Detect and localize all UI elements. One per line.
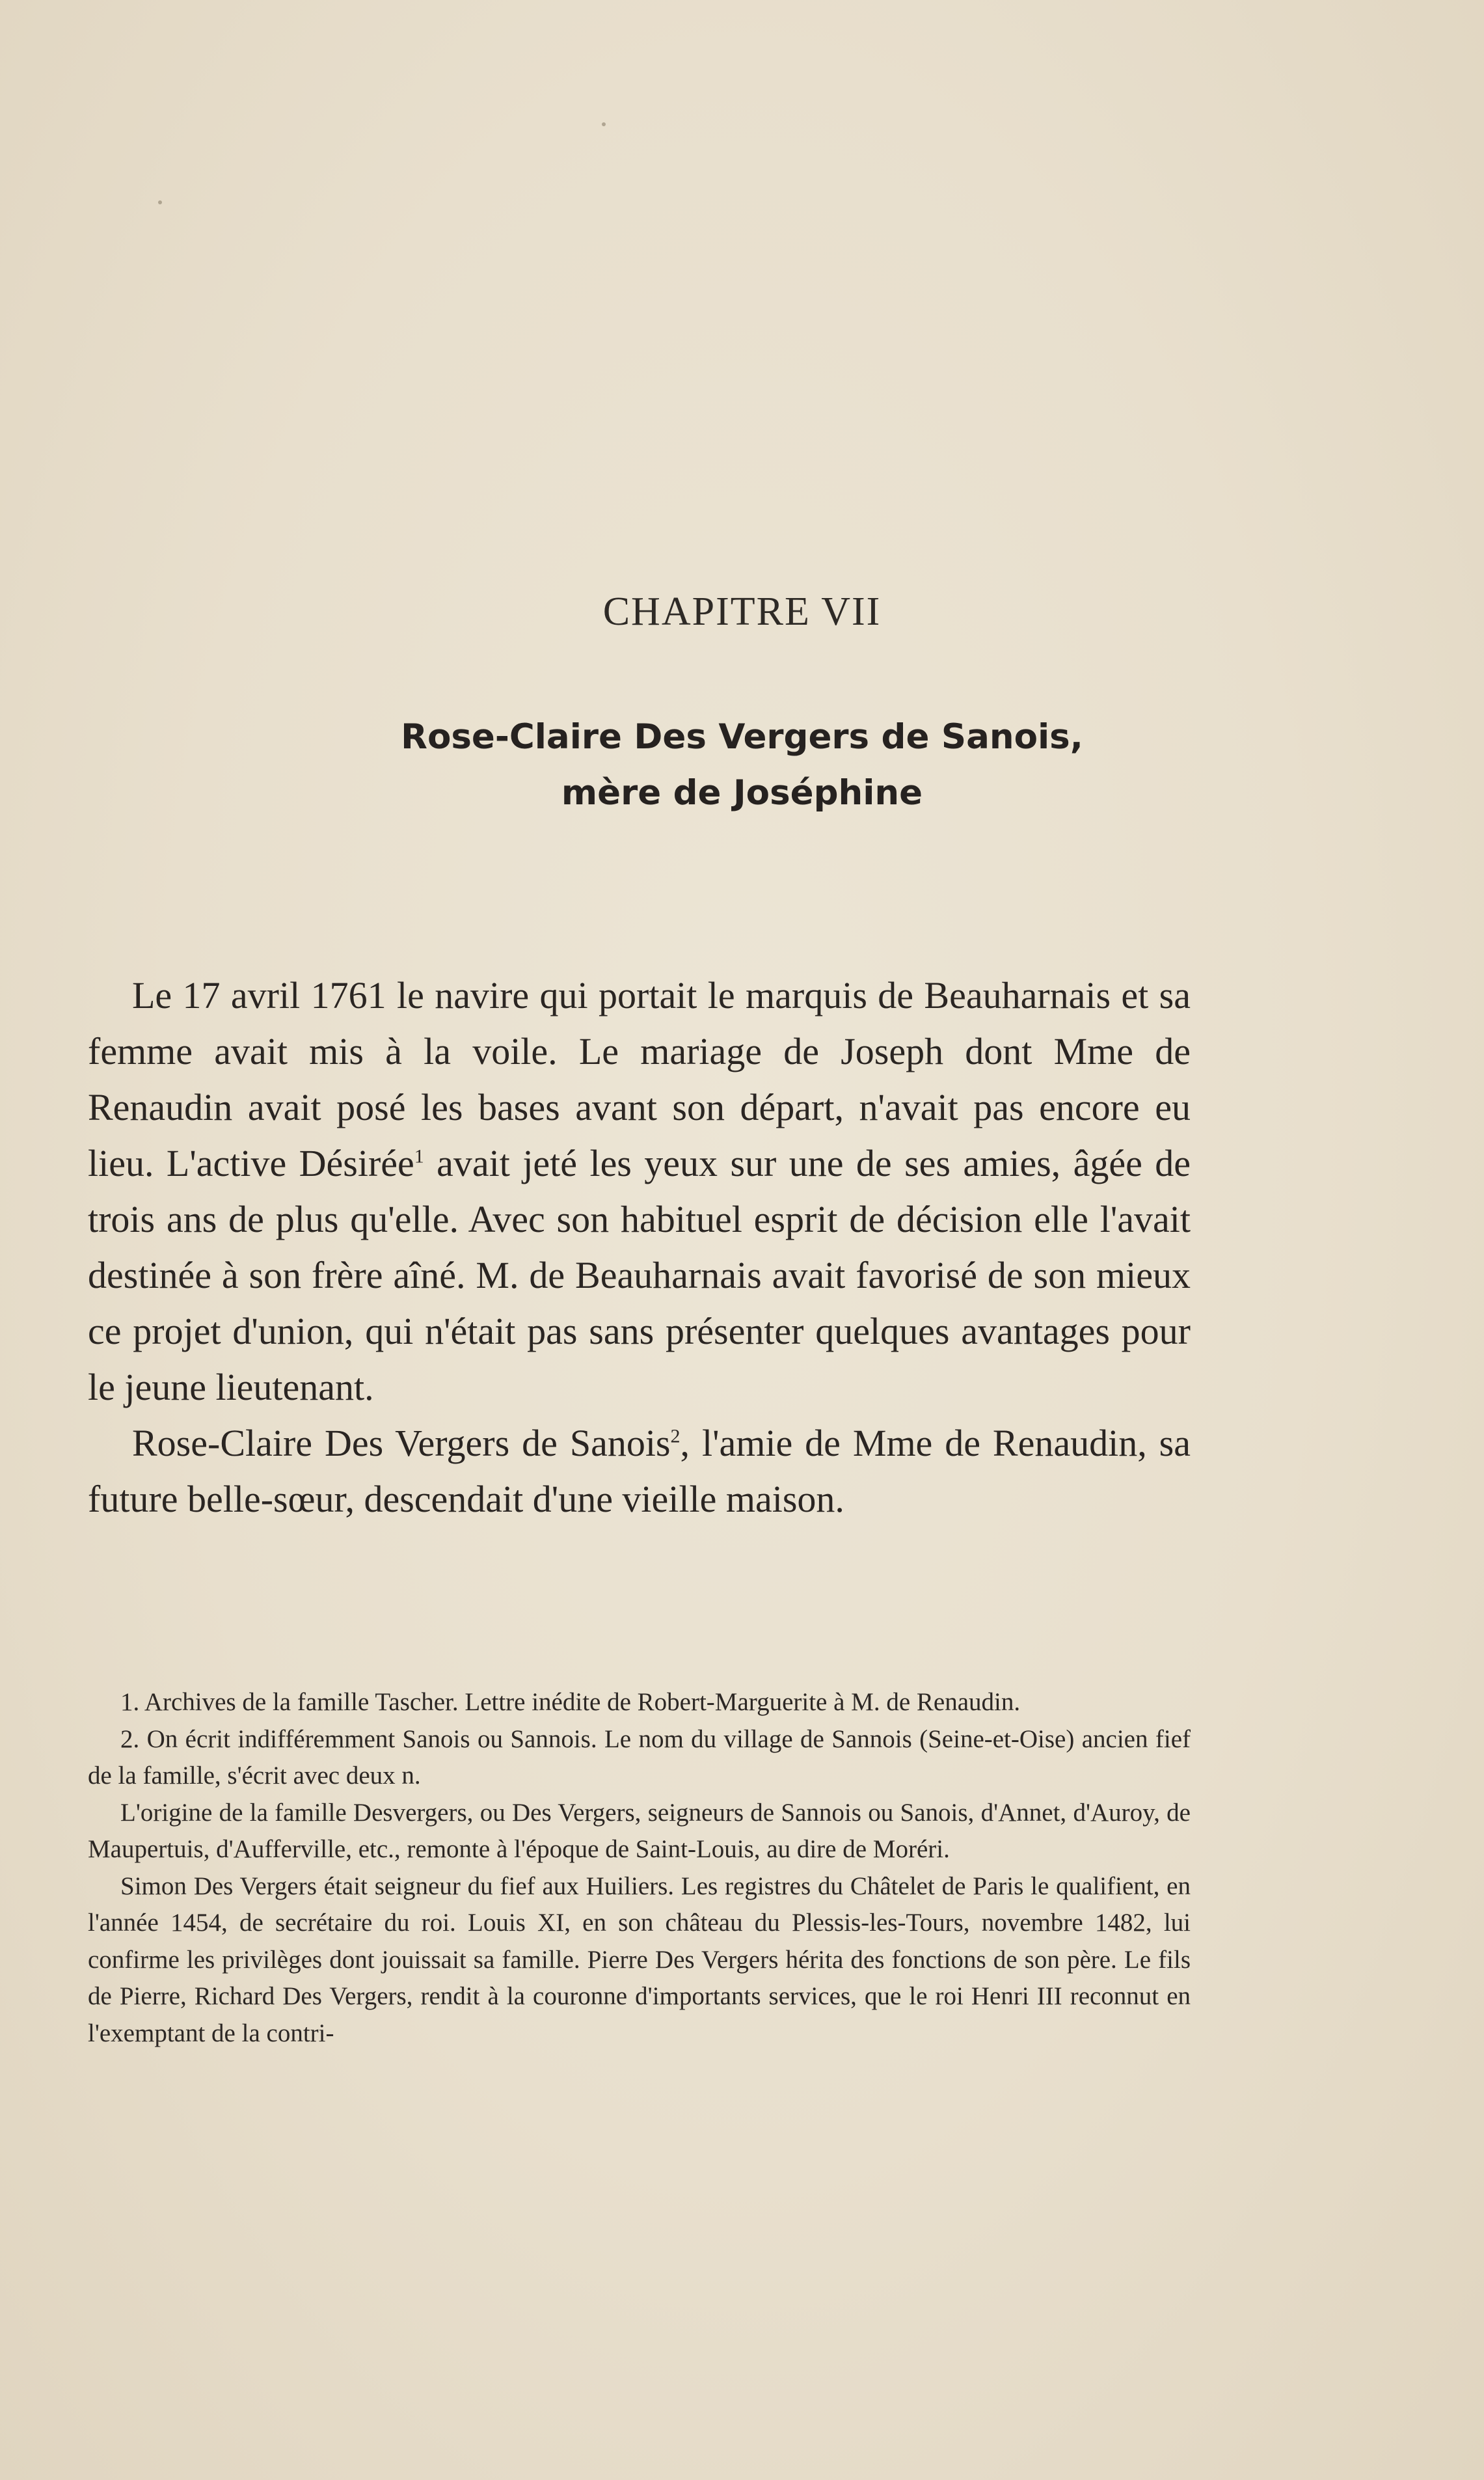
paragraph-2 [88,1415,1191,1527]
footnotes [88,1684,1191,2052]
footnote-2-continued-simon: Simon Des Vergers était seigneur du fief aux Huiliers. Les registres du Châtelet de Paris le qualifient, en l'année 1454, de secrétaire du roi. Louis XI, en son château du Plessis-les-Tours, novembre 1482, lui confirme les privilèges dont jouissait sa famille. Pierre Des Vergers hérita des fonctions de son père. Le fils de Pierre, Richard Des Vergers, rendit à la couronne d'importants services, que le roi Henri III reconnut en l'exemptant de la contri- [88,1872,1191,2047]
footnote-ref-2: 2 [670,1425,681,1447]
paragraph-2-text-b: , l'amie de Mme de Renaudin, sa future belle-sœur, descendait d'une vieille maison. [88,1422,1191,1520]
footnote-2: 2. On écrit indifféremment Sanois ou Sannois. Le nom du village de Sannois (Seine-et-Oise) ancien fief de la famille, s'écrit avec deux n. [88,1724,1191,1790]
chapter-heading: CHAPITRE VII [602,590,882,634]
footnote-ref-1: 1 [414,1145,424,1167]
paper-speck [158,200,162,204]
chapter-title [0,709,1484,821]
footnote-2-continued-origin: L'origine de la famille Desvergers, ou Des Vergers, seigneurs de Sannois ou Sanois, d'Annet, d'Auroy, de Maupertuis, d'Aufferville, etc., remonte à l'époque de Saint-Louis, au dire de Moréri. [88,1798,1191,1863]
paragraph-1-text-a: Le 17 avril 1761 le navire qui portait le marquis de Beauharnais et sa femme avait mis à la voile. Le mariage de Joseph dont Mme de Renaudin avait posé les bases avant son départ, n'avait pas encore eu lieu. L'active Désirée [88,974,1191,1184]
paragraph-1 [88,968,1191,1415]
footnote-1: 1. Archives de la famille Tascher. Lettre inédite de Robert-Marguerite à M. de Renaudin. [120,1688,1021,1716]
chapter-title-line-2: mère de Joséphine [561,773,923,813]
paragraph-2-text-a: Rose-Claire Des Vergers de Sanois [132,1422,671,1464]
chapter-title-line-1: Rose-Claire Des Vergers de Sanois, [401,717,1083,757]
body-text [88,968,1191,1527]
paper-speck [602,122,606,126]
paragraph-1-text-b: avait jeté les yeux sur une de ses amies, âgée de trois ans de plus qu'elle. Avec son habituel esprit de décision elle l'avait destinée à son frère aîné. M. de Beauharnais avait favorisé de son mieux ce projet d'union, qui n'était pas sans présenter quelques avantages pour le jeune lieutenant. [88,1142,1191,1408]
